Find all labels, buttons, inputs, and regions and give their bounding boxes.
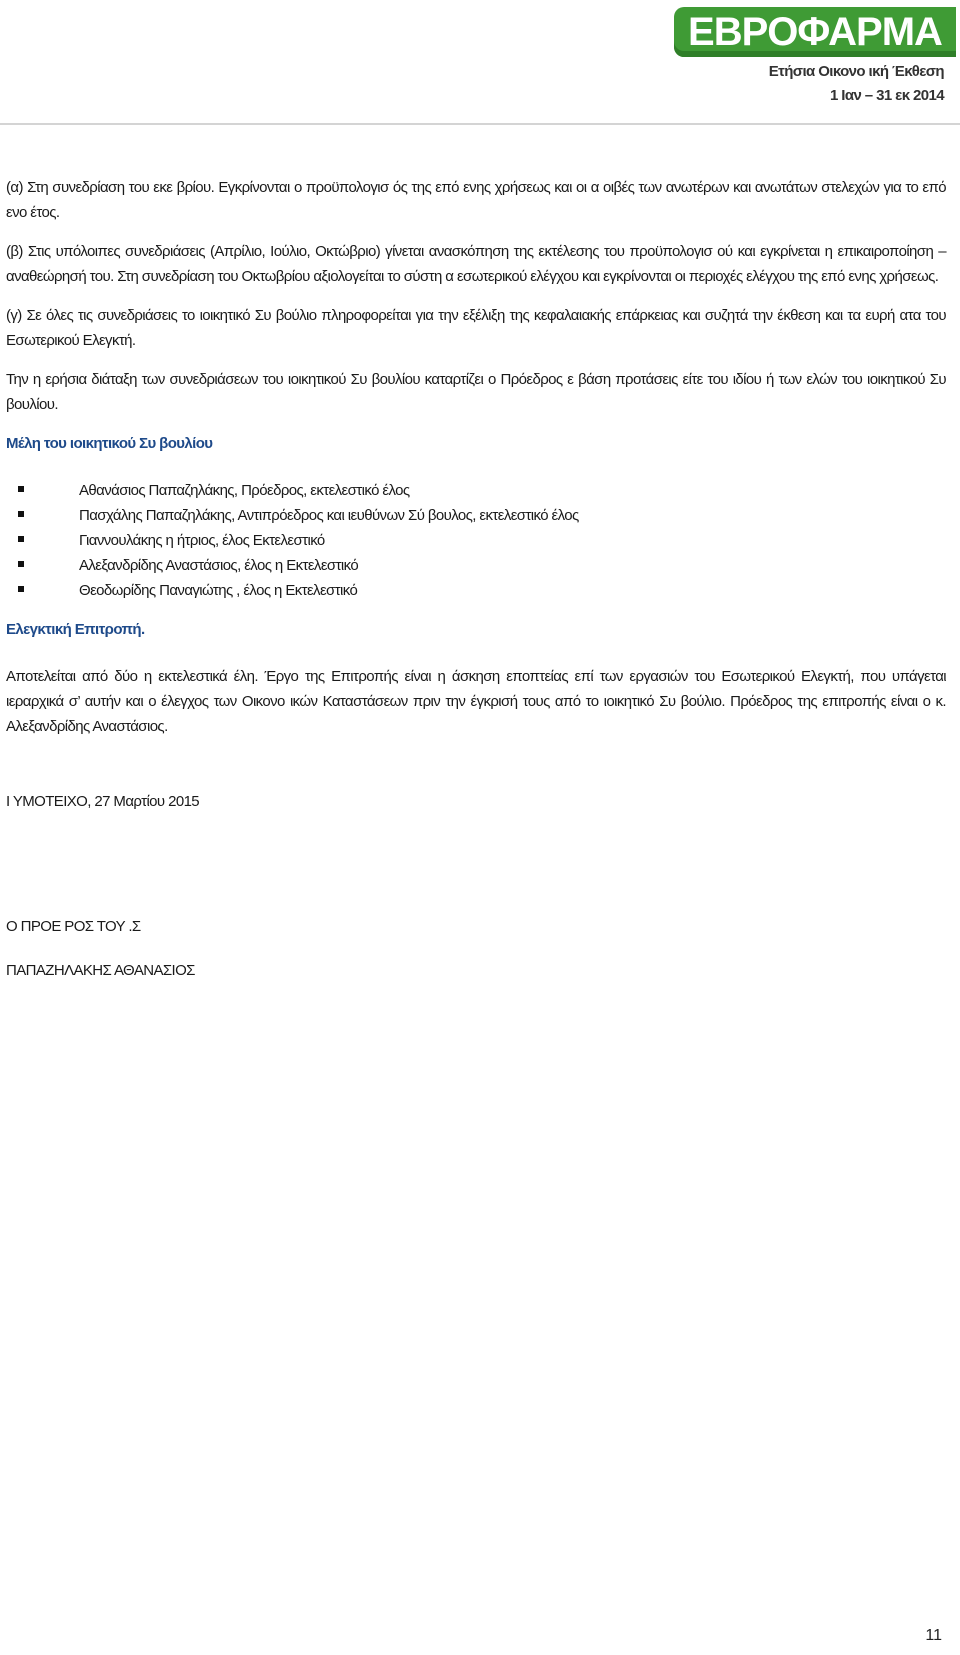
bullet-icon xyxy=(18,586,24,592)
header-divider xyxy=(0,123,960,125)
audit-heading: Ελεγκτική Επιτροπή. xyxy=(6,621,145,638)
page-content xyxy=(6,175,946,983)
company-logo xyxy=(674,7,956,57)
signature-title: Ο ΠΡΟΕ ΡΟΣ ΤΟΥ .Σ xyxy=(6,918,141,935)
report-title: Ετήσια Οικονο ική Έκθεση xyxy=(768,63,944,80)
board-heading: Μέλη του ιοικητικού Συ βουλίου xyxy=(6,435,213,452)
audit-text: Αποτελείται από δύο η εκτελεστικά έλη. Έργο της Επιτροπής είναι η άσκηση εποπτείας επί των εργασιών του Εσωτερικού Ελεγκτή, που υπάγεται ιεραρχικά σ’ αυτήν και ο έλεγχος των Οικονο ικών Καταστάσεων πριν την έγκρισή τους από το ιοικητικό Συ βούλιο. Πρόεδρος της επιτροπής είναι ο κ. Αλεξανδρίδης Αναστάσιος. xyxy=(6,668,946,735)
paragraph-b: (β) Στις υπόλοιπες συνεδριάσεις (Απρίλιο, Ιούλιο, Οκτώβριο) γίνεται ανασκόπηση της εκτέλεσης του προϋπολογισ ού και εγκρίνεται η επικαιροποίηση –αναθεώρησή του. Στη συνεδρίαση του Οκτωβρίου αξιολογείται το σύστη α εσωτερικού ελέγχου και εγκρίνονται οι περιοχές ελέγχου της επό ενης χρήσεως. xyxy=(6,243,946,285)
bullet-icon xyxy=(18,536,24,542)
list-item xyxy=(6,528,946,553)
logo-text: ΕΒΡΟΦΑΡΜΑ xyxy=(688,9,942,54)
list-item xyxy=(6,578,946,603)
member-name: Αλεξανδρίδης Αναστάσιος, έλος η Εκτελεστικό xyxy=(79,557,359,574)
signature-place-date: Ι ΥΜΟΤΕΙΧΟ, 27 Μαρτίου 2015 xyxy=(6,793,200,810)
report-header xyxy=(769,60,944,108)
list-item xyxy=(6,503,946,528)
page-number: 11 xyxy=(925,1627,942,1644)
paragraph-a: (α) Στη συνεδρίαση του εκε βρίου. Εγκρίνονται ο προϋπολογισ ός της επό ενης χρήσεως και οι α οιβές των ανωτέρων και ανωτάτων στελεχών για το επό ενο έτος. xyxy=(6,179,946,221)
bullet-icon xyxy=(18,511,24,517)
member-name: Πασχάλης Παπαζηλάκης, Αντιπρόεδρος και ιευθύνων Σύ βουλος, εκτελεστικό έλος xyxy=(79,507,579,524)
board-members-list xyxy=(6,478,946,603)
paragraph-c: (γ) Σε όλες τις συνεδριάσεις το ιοικητικό Συ βούλιο πληροφορείται για την εξέλιξη της κεφαλαιακής επάρκειας και συζητά την έκθεση και τα ευρή ατα του Εσωτερικού Ελεγκτή. xyxy=(6,307,946,349)
member-name: Θεοδωρίδης Παναγιώτης , έλος η Εκτελεστικό xyxy=(79,582,358,599)
member-name: Γιαννουλάκης η ήτριος, έλος Εκτελεστικό xyxy=(79,532,325,549)
bullet-icon xyxy=(18,561,24,567)
list-item xyxy=(6,478,946,503)
bullet-icon xyxy=(18,486,24,492)
paragraph-agenda: Την η ερήσια διάταξη των συνεδριάσεων του ιοικητικού Συ βουλίου καταρτίζει ο Πρόεδρος ε βάση προτάσεις είτε του ιδίου ή των ελών του ιοικητικού Συ βουλίου. xyxy=(6,371,946,413)
signature-name: ΠΑΠΑΖΗΛΑΚΗΣ ΑΘΑΝΑΣΙΟΣ xyxy=(6,962,195,979)
report-period: 1 Ιαν – 31 εκ 2014 xyxy=(830,87,944,104)
member-name: Αθανάσιος Παπαζηλάκης, Πρόεδρος, εκτελεστικό έλος xyxy=(79,482,410,499)
list-item xyxy=(6,553,946,578)
